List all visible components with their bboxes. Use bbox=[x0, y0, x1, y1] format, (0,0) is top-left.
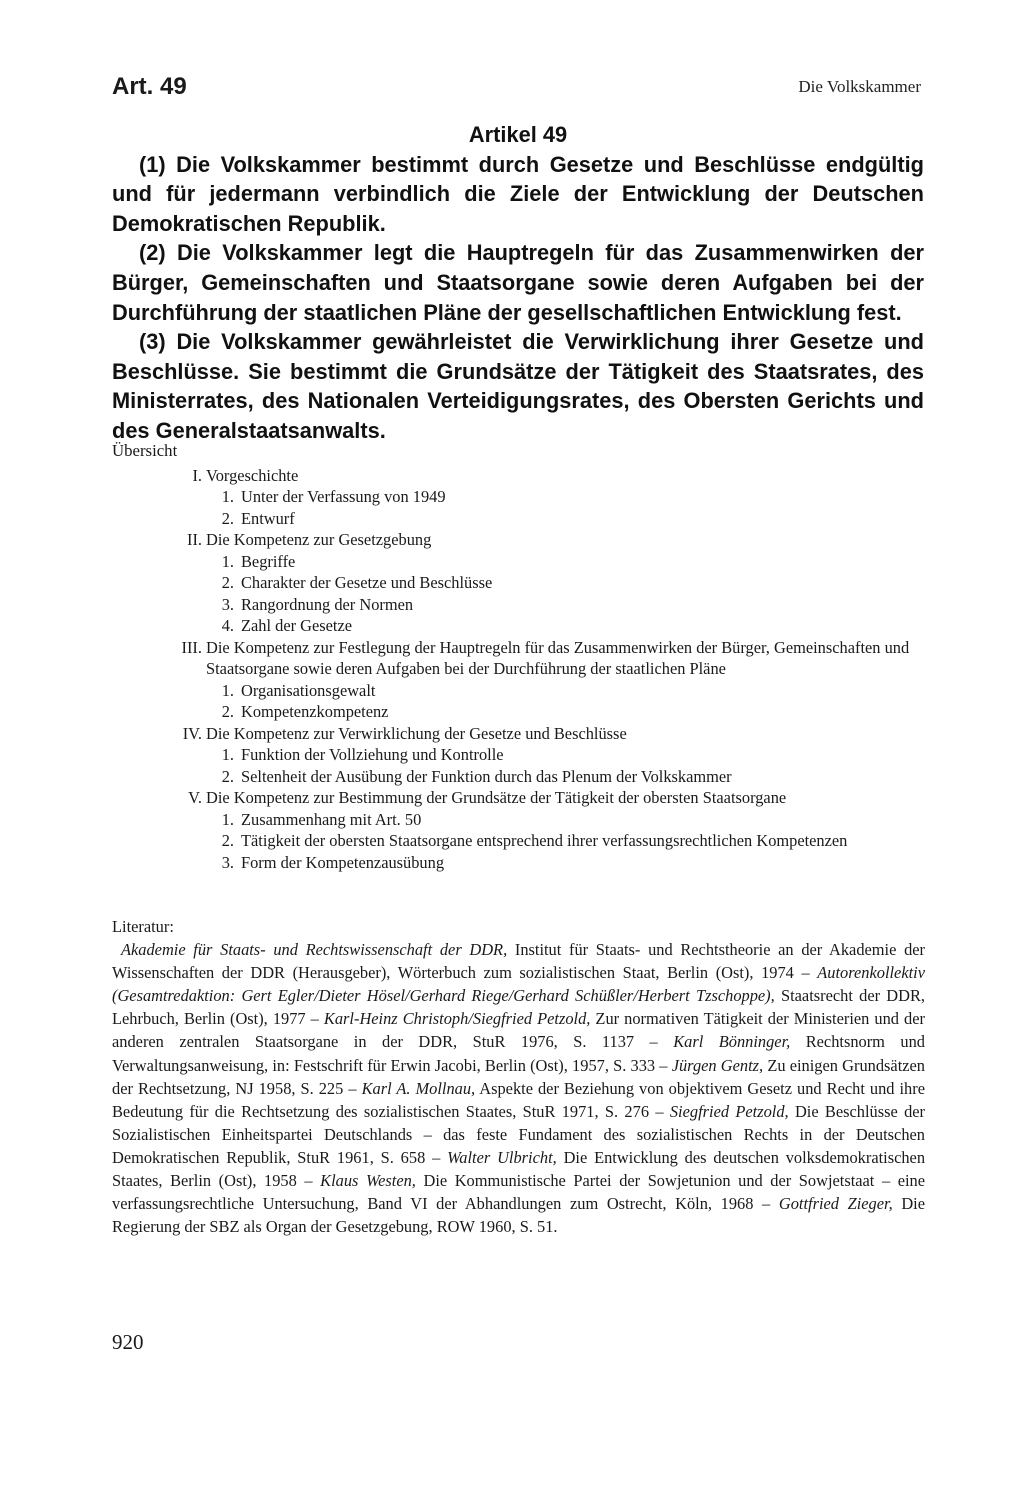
overview-subsection-number: 3. bbox=[221, 852, 234, 872]
literature bbox=[112, 915, 925, 1238]
overview-section-number: II. bbox=[186, 530, 202, 549]
overview-subsection bbox=[112, 830, 932, 852]
overview-section-title: Die Kompetenz zur Gesetzgebung bbox=[206, 530, 432, 549]
overview-subsection bbox=[112, 572, 932, 594]
overview-subsection-title: Kompetenzkompetenz bbox=[241, 702, 389, 721]
overview-section bbox=[112, 723, 932, 745]
literature-text: Institut für Staats- und Rechtstheorie an der Akademie der Wissenschaften der DDR (Herausgeber), Wörterbuch zum sozialistischen Staat, Berlin (Ost), 1974 – bbox=[112, 940, 925, 983]
overview-subsection-number: 3. bbox=[221, 594, 234, 614]
overview-subsection bbox=[112, 486, 932, 508]
overview-section-title: Vorgeschichte bbox=[206, 465, 299, 485]
literature-author: Klaus Westen, bbox=[320, 1171, 416, 1191]
overview-subsection bbox=[112, 852, 932, 874]
literature-author: Karl-Heinz Christoph/Siegfried Petzold, bbox=[323, 1009, 591, 1029]
literature-heading: Literatur: bbox=[112, 917, 174, 936]
literature-text: Rechtsnorm und Verwaltungsanweisung, in: Festschrift für Erwin Jacobi, Berlin (Ost), 1957, S. 333 – bbox=[112, 1032, 925, 1075]
overview-section-title: Die Kompetenz zur Verwirklichung der Gesetze und Beschlüsse bbox=[206, 723, 627, 743]
overview-subsection-number: 1. bbox=[221, 680, 234, 700]
article-text bbox=[112, 120, 924, 446]
overview-subsection-number: 2. bbox=[221, 508, 234, 528]
overview-section-number: III. bbox=[181, 637, 202, 657]
overview-subsection-title: Tätigkeit der obersten Staatsorgane entsprechend ihrer verfassungsrechtlichen Kompetenzen bbox=[241, 831, 848, 850]
overview-subsection-title: Zusammenhang mit Art. 50 bbox=[241, 809, 422, 829]
overview-section-number: I. bbox=[192, 465, 202, 485]
running-header-section: Die Volkskammer bbox=[798, 77, 921, 96]
article-title: Artikel 49 bbox=[468, 122, 568, 147]
overview-section bbox=[112, 465, 932, 487]
overview-subsection-title: Rangordnung der Normen bbox=[241, 594, 414, 614]
literature-author: Walter Ulbricht, bbox=[447, 1147, 557, 1167]
overview-subsection bbox=[112, 744, 932, 766]
overview-subsection-number: 2. bbox=[221, 702, 234, 721]
overview-subsection-title: Charakter der Gesetze und Beschlüsse bbox=[241, 573, 493, 592]
overview bbox=[112, 440, 932, 873]
literature-author: Gottfried Zieger, bbox=[778, 1194, 893, 1214]
overview-section bbox=[112, 529, 932, 551]
overview-subsection-title: Organisationsgewalt bbox=[241, 680, 376, 700]
overview-subsection bbox=[112, 551, 932, 573]
overview-section bbox=[112, 787, 932, 809]
overview-list bbox=[112, 465, 932, 874]
literature-text: Die Beschlüsse der Sozialistischen Einheitspartei Deutschlands – das feste Fundament des sozialistischen Rechts in der Deutschen Demokratischen Republik, StuR 1961, S. 658 – bbox=[112, 1101, 925, 1167]
literature-text: Die Regierung der SBZ als Organ der Gesetzgebung, ROW 1960, S. 51. bbox=[112, 1194, 925, 1237]
article-paragraph-2: (2) Die Volkskammer legt die Hauptregeln für das Zusammenwirken der Bürger, Gemeinschaften und Staatsorgane sowie deren Aufgaben bei der Durchführung der staatlichen Pläne der gesellschaftlichen Entwicklung fest. bbox=[112, 240, 924, 325]
overview-subsection-number: 4. bbox=[221, 616, 234, 635]
page-number: 920 bbox=[112, 1330, 144, 1354]
overview-subsection-number: 2. bbox=[221, 766, 234, 786]
article-paragraph-1: (1) Die Volkskammer bestimmt durch Gesetze und Beschlüsse endgültig und für jedermann verbindlich die Ziele der Entwicklung der Deutschen Demokratischen Republik. bbox=[112, 151, 924, 236]
overview-subsection-title: Funktion der Vollziehung und Kontrolle bbox=[241, 745, 504, 764]
overview-subsection bbox=[112, 615, 932, 637]
overview-section-title: Die Kompetenz zur Bestimmung der Grundsätze der Tätigkeit der obersten Staatsorgane bbox=[206, 788, 787, 807]
overview-subsection bbox=[112, 594, 932, 616]
overview-heading: Übersicht bbox=[112, 441, 178, 460]
overview-subsection-number: 2. bbox=[221, 831, 234, 850]
literature-text: Die Entwicklung des deutschen volksdemokratischen Staates, Berlin (Ost), 1958 – bbox=[112, 1147, 926, 1191]
overview-subsection-title: Form der Kompetenzausübung bbox=[241, 852, 445, 872]
running-header-article: Art. 49 bbox=[112, 73, 187, 100]
literature-text: Zu einigen Grundsätzen der Rechtsetzung, NJ 1958, S. 225 – bbox=[112, 1055, 925, 1098]
overview-subsection-number: 1. bbox=[221, 809, 234, 829]
overview-subsection bbox=[112, 508, 932, 530]
literature-text: Die Kommunistische Partei der Sowjetunion und der Sowjetstaat – eine verfassungsrechtliche Untersuchung, Band VI der Abhandlungen zum Ostrecht, Köln, 1968 – bbox=[112, 1171, 926, 1214]
overview-subsection bbox=[112, 701, 932, 723]
literature-author: Autorenkollektiv (Gesamtredaktion: Gert Egler/Dieter Hösel/Gerhard Riege/Gerhard Schüßler/Herbert Tzschoppe), bbox=[112, 963, 925, 1006]
literature-author: Akademie für Staats- und Rechtswissenschaft der DDR, bbox=[121, 940, 508, 960]
overview-section-number: IV. bbox=[182, 723, 202, 743]
overview-subsection-title: Begriffe bbox=[241, 551, 296, 571]
literature-text: Aspekte der Beziehung von objektivem Gesetz und Recht und ihre Bedeutung für die Rechtsetzung des sozialistischen Staates, StuR 1971, S. 276 – bbox=[112, 1078, 925, 1121]
overview-subsection-number: 1. bbox=[221, 487, 234, 506]
overview-subsection-title: Zahl der Gesetze bbox=[241, 616, 353, 635]
literature-body bbox=[112, 938, 925, 1238]
article-paragraph-3: (3) Die Volkskammer gewährleistet die Verwirklichung ihrer Gesetze und Beschlüsse. Sie bestimmt die Grundsätze der Tätigkeit des Staatsrates, des Ministerrates, des Nationalen Verteidigungsrates, des Obersten Gerichts und des Generalstaatsanwalts. bbox=[112, 329, 924, 443]
overview-subsection-number: 1. bbox=[221, 551, 234, 571]
overview-section-title: Die Kompetenz zur Festlegung der Hauptregeln für das Zusammenwirken der Bürger, Gemeinschaften und Staatsorgane sowie deren Aufgaben bei der Durchführung der staatlichen Pläne bbox=[206, 637, 910, 678]
literature-text: Staatsrecht der DDR, Lehrbuch, Berlin (Ost), 1977 – bbox=[112, 986, 926, 1029]
literature-author: Siegfried Petzold, bbox=[669, 1101, 789, 1121]
overview-subsection-title: Unter der Verfassung von 1949 bbox=[241, 487, 446, 506]
overview-section-number: V. bbox=[188, 788, 202, 807]
overview-subsection-title: Seltenheit der Ausübung der Funktion durch das Plenum der Volkskammer bbox=[241, 766, 732, 786]
overview-subsection bbox=[112, 766, 932, 788]
overview-subsection-number: 2. bbox=[221, 573, 234, 592]
overview-section bbox=[112, 637, 932, 680]
overview-subsection-title: Entwurf bbox=[241, 508, 295, 528]
literature-author: Jürgen Gentz, bbox=[671, 1055, 764, 1075]
overview-subsection-number: 1. bbox=[221, 745, 234, 764]
overview-subsection bbox=[112, 680, 932, 702]
literature-author: Karl Bönninger, bbox=[673, 1032, 791, 1052]
overview-subsection bbox=[112, 809, 932, 831]
literature-text: Zur normativen Tätigkeit der Ministerien und der anderen zentralen Staatsorgane in der DDR, StuR 1976, S. 1137 – bbox=[112, 1009, 925, 1052]
literature-author: Karl A. Mollnau, bbox=[361, 1078, 476, 1098]
